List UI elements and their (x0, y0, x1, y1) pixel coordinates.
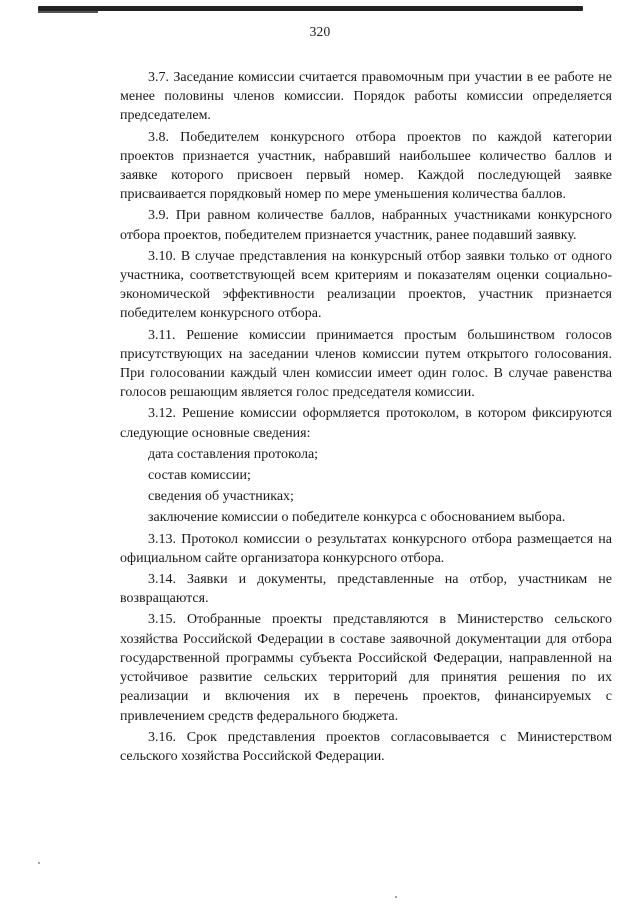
paragraph-3-12: 3.12. Решение комиссии оформляется протоколом, в котором фиксируются следующие основные сведения: (120, 406, 612, 441)
scan-speck (38, 862, 40, 864)
list-item: заключение комиссии о победителе конкурса с обоснованием выбора. (148, 510, 566, 526)
page-number: 320 (309, 24, 331, 39)
scan-speck (395, 896, 397, 898)
list-item: дата составления протокола; (148, 446, 319, 462)
list-item: сведения об участниках; (148, 489, 294, 505)
paragraph-3-10: 3.10. В случае представления на конкурсный отбор заявки только от одного участника, соответствующей всем критериям и показателям оценки социально-экономической эффективности реализации проектов, участник признается победителем конкурсного отбора. (120, 248, 612, 322)
document-body (120, 68, 612, 768)
paragraph-3-7: 3.7. Заседание комиссии считается правомочным при участии в ее работе не менее половины членов комиссии. Порядок работы комиссии определяется председателем. (120, 70, 612, 124)
scan-edge-mark (38, 6, 583, 11)
list-item: состав комиссии; (148, 468, 251, 484)
paragraph-3-9: 3.9. При равном количестве баллов, набранных участниками конкурсного отбора проектов, победителем признается участник, ранее подавший заявку. (120, 208, 612, 243)
paragraph-3-14: 3.14. Заявки и документы, представленные на отбор, участникам не возвращаются. (120, 572, 612, 607)
paragraph-3-11: 3.11. Решение комиссии принимается простым большинством голосов присутствующих на заседании членов комиссии путем открытого голосования. При голосовании каждый член комиссии имеет один голос. В случае равенства голосов решающим является голос председателя комиссии. (120, 327, 612, 401)
paragraph-3-15: 3.15. Отобранные проекты представляются в Министерство сельского хозяйства Российской Федерации в составе заявочной документации для отбора государственной программы субъекта Российской Федерации, направленной на устойчивое развитие сельских территорий для принятия решения по их реализации и включения их в перечень проектов, финансируемых с привлечением средств федерального бюджета. (120, 612, 612, 724)
paragraph-3-16: 3.16. Срок представления проектов согласовывается с Министерством сельского хозяйства Российской Федерации. (120, 729, 612, 764)
paragraph-3-8: 3.8. Победителем конкурсного отбора проектов по каждой категории проектов признается участник, набравший наибольшее количество баллов и заявке которого присвоен первый номер. Каждой последующей заявке присваивается порядковый номер по мере уменьшения количества баллов. (120, 129, 612, 203)
paragraph-3-13: 3.13. Протокол комиссии о результатах конкурсного отбора размещается на официальном сайте организатора конкурсного отбора. (120, 531, 612, 566)
